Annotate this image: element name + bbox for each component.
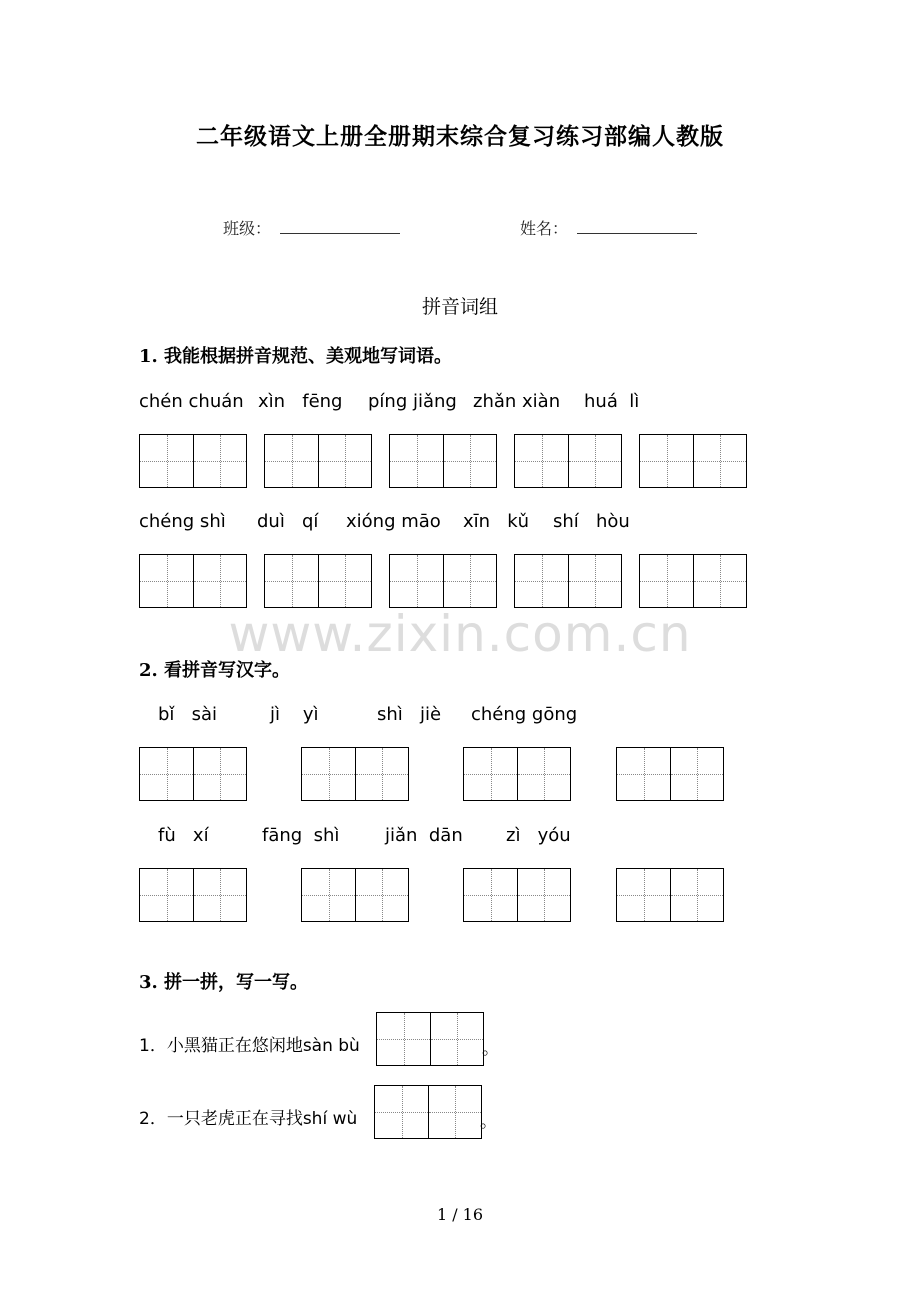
writing-grid[interactable]	[514, 554, 622, 608]
pinyin-label: zhǎn xiàn	[473, 391, 561, 412]
writing-grid[interactable]	[374, 1085, 482, 1139]
writing-grid[interactable]	[139, 554, 247, 608]
name-blank[interactable]	[577, 233, 697, 234]
page-number: 1 / 16	[436, 1205, 484, 1224]
section-title: 拼音词组	[421, 296, 498, 318]
writing-grid[interactable]	[264, 554, 372, 608]
writing-grid[interactable]	[616, 747, 724, 801]
question-2-heading: 2. 看拼音写汉字。	[139, 660, 291, 681]
writing-grid[interactable]	[264, 434, 372, 488]
writing-grid[interactable]	[639, 554, 747, 608]
writing-grid[interactable]	[389, 434, 497, 488]
writing-grid[interactable]	[376, 1012, 484, 1066]
writing-grid[interactable]	[514, 434, 622, 488]
writing-grid[interactable]	[139, 434, 247, 488]
writing-grid[interactable]	[639, 434, 747, 488]
writing-grid[interactable]	[139, 747, 247, 801]
writing-grid[interactable]	[463, 868, 571, 922]
class-blank[interactable]	[280, 233, 400, 234]
pinyin-label: zì yóu	[506, 825, 571, 846]
writing-grid[interactable]	[139, 868, 247, 922]
pinyin-label: xīn kǔ	[463, 511, 530, 532]
name-label: 姓名：	[520, 219, 569, 238]
pinyin-label: xìn fēng	[258, 391, 343, 412]
watermark: www.zixin.com.cn	[228, 605, 692, 663]
pinyin-label: píng jiǎng	[368, 391, 457, 412]
class-label: 班级：	[223, 219, 272, 238]
pinyin-label: fù xí	[158, 825, 209, 846]
sentence-1: 1．小黑猫正在悠闲地sàn bù	[139, 1036, 360, 1056]
pinyin-label: fāng shì	[262, 825, 340, 846]
question-3-heading: 3. 拼一拼，写一写。	[139, 972, 309, 993]
writing-grid[interactable]	[301, 868, 409, 922]
pinyin-label: shì jiè	[377, 704, 442, 725]
sentence-1-end: 。	[482, 1039, 499, 1059]
pinyin-label: bǐ sài	[158, 704, 218, 725]
pinyin-label: duì qí	[257, 511, 319, 532]
question-1-heading: 1. 我能根据拼音规范、美观地写词语。	[139, 346, 453, 367]
pinyin-label: chéng gōng	[471, 704, 578, 725]
writing-grid[interactable]	[301, 747, 409, 801]
writing-grid[interactable]	[616, 868, 724, 922]
pinyin-label: jiǎn dān	[385, 825, 463, 846]
writing-grid[interactable]	[463, 747, 571, 801]
pinyin-label: chén chuán	[139, 391, 244, 412]
pinyin-label: huá lì	[584, 391, 640, 412]
pinyin-label: jì yì	[270, 704, 319, 725]
pinyin-label: xióng māo	[346, 511, 441, 532]
sentence-2-end: 。	[480, 1112, 497, 1132]
sentence-2: 2．一只老虎正在寻找shí wù	[139, 1109, 358, 1129]
pinyin-label: chéng shì	[139, 511, 226, 532]
writing-grid[interactable]	[389, 554, 497, 608]
pinyin-label: shí hòu	[553, 511, 630, 532]
document-title: 二年级语文上册全册期末综合复习练习部编人教版	[196, 123, 724, 150]
